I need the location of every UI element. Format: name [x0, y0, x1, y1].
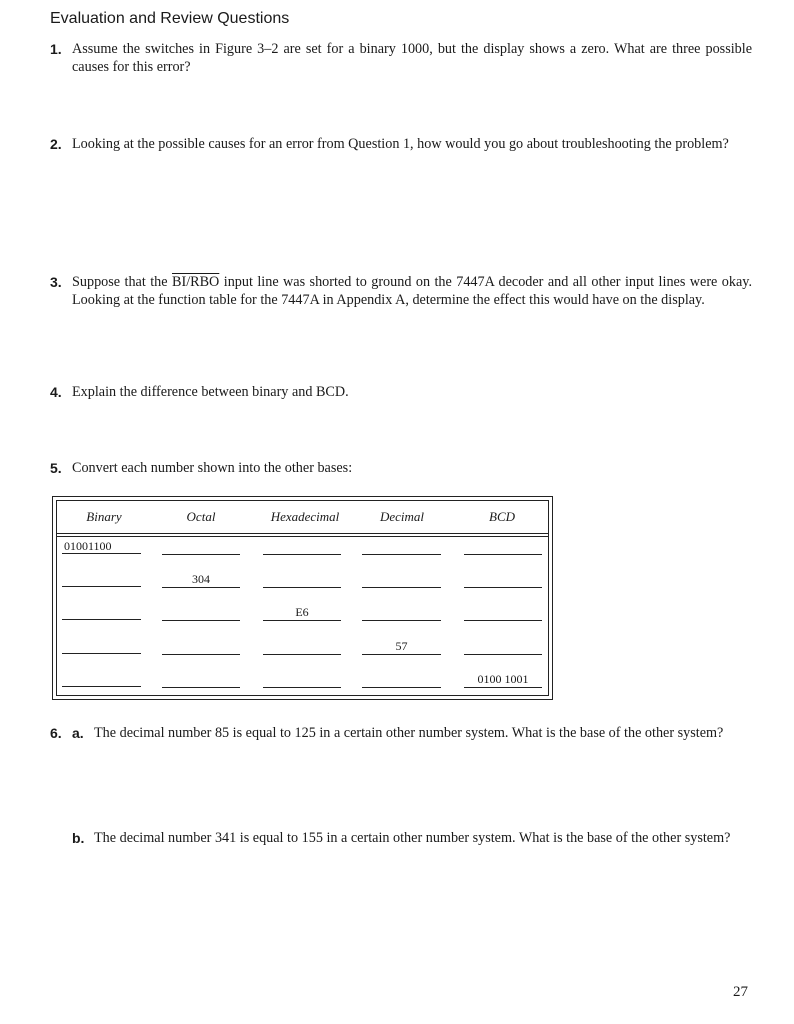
question-text: Assume the switches in Figure 3–2 are set for a binary 1000, but the display shows a zero. What are three possible causes for this error? [72, 41, 752, 75]
question-number: 3. [50, 274, 62, 290]
question-number: 2. [50, 136, 62, 152]
question-1 [50, 40, 752, 76]
cell-bcd[interactable] [464, 638, 542, 655]
question-6b [72, 829, 752, 847]
cell-binary[interactable] [62, 638, 141, 654]
cell-binary[interactable]: 01001100 [62, 538, 141, 554]
cell-octal[interactable]: 304 [162, 571, 240, 588]
question-4 [50, 383, 752, 401]
question-text-part: Suppose that the [72, 274, 172, 290]
cell-bcd[interactable] [464, 538, 542, 555]
conversion-table-inner [56, 500, 549, 696]
question-2 [50, 135, 752, 153]
cell-bcd[interactable]: 0100 1001 [464, 671, 542, 688]
cell-hexadecimal[interactable]: E6 [263, 604, 341, 621]
header-bcd: BCD [489, 509, 515, 524]
question-number: 6. [50, 725, 62, 741]
header-hexadecimal: Hexadecimal [270, 509, 340, 524]
cell-bcd[interactable] [464, 571, 542, 588]
header-decimal: Decimal [379, 509, 425, 524]
cell-binary[interactable] [62, 571, 141, 587]
signal-name: BI/RBO [172, 274, 220, 290]
cell-binary[interactable] [62, 604, 141, 620]
section-title: Evaluation and Review Questions [50, 10, 290, 27]
question-text: Convert each number shown into the other bases: [72, 460, 353, 476]
question-text: Explain the difference between binary and BCD. [72, 384, 349, 400]
cell-decimal[interactable] [362, 604, 441, 621]
question-text-part: input line was shorted to ground on the 7447A decoder and all other input lines were okay. Looking at the function table for the 7447A in Appendix A, determine the effect this would have on the display. [72, 274, 752, 308]
question-6a [72, 724, 752, 742]
cell-decimal[interactable]: 57 [362, 638, 441, 655]
part-label: a. [72, 725, 84, 741]
question-text [72, 273, 752, 309]
question-number: 1. [50, 41, 62, 57]
cell-binary[interactable] [62, 671, 141, 687]
question-3 [50, 273, 752, 309]
part-text: The decimal number 341 is equal to 155 in a certain other number system. What is the base of the other system? [94, 830, 731, 846]
part-label: b. [72, 830, 85, 846]
cell-bcd[interactable] [464, 604, 542, 621]
question-number: 5. [50, 460, 62, 476]
cell-octal[interactable] [162, 604, 240, 621]
part-text: The decimal number 85 is equal to 125 in a certain other number system. What is the base of the other system? [94, 725, 724, 741]
cell-hexadecimal[interactable] [263, 571, 341, 588]
cell-octal[interactable] [162, 671, 240, 688]
cell-decimal[interactable] [362, 671, 441, 688]
cell-hexadecimal[interactable] [263, 671, 341, 688]
header-binary: Binary [86, 509, 122, 524]
header-octal: Octal [186, 509, 216, 524]
page-number: 27 [733, 984, 748, 1000]
cell-octal[interactable] [162, 638, 240, 655]
conversion-table [52, 496, 553, 700]
table-header-row [57, 501, 548, 534]
cell-hexadecimal[interactable] [263, 638, 341, 655]
cell-octal[interactable] [162, 538, 240, 555]
cell-decimal[interactable] [362, 538, 441, 555]
cell-decimal[interactable] [362, 571, 441, 588]
question-5 [50, 459, 752, 477]
question-6 [50, 724, 752, 742]
header-divider [57, 533, 548, 537]
question-text: Looking at the possible causes for an error from Question 1, how would you go about troubleshooting the problem? [72, 136, 729, 152]
cell-hexadecimal[interactable] [263, 538, 341, 555]
question-number: 4. [50, 384, 62, 400]
